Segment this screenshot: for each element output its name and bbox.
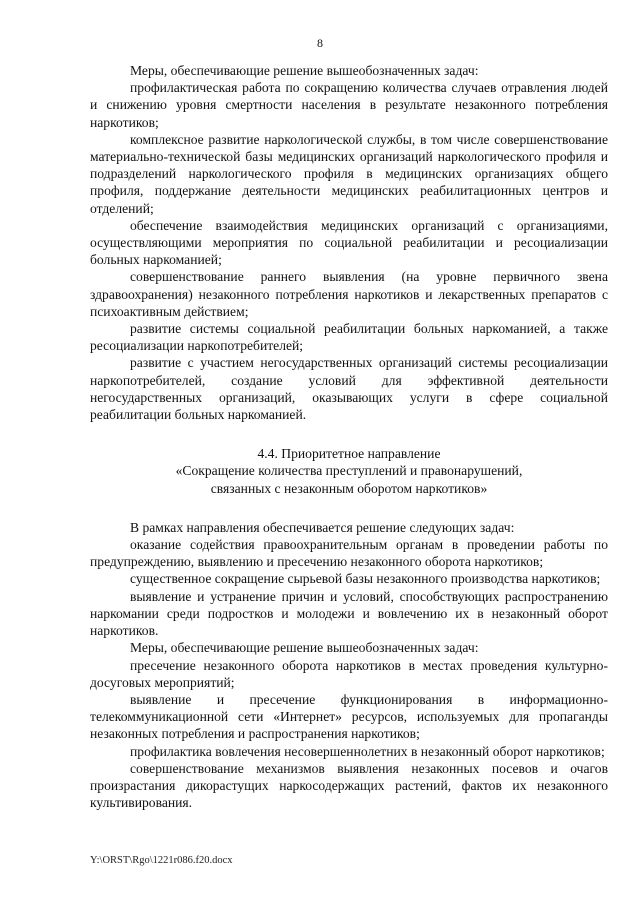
section-heading-title-line1: «Сокращение количества преступлений и правонарушений, [175,463,523,479]
paragraph: профилактическая работа по сокращению количества случаев отравления людей и снижению уровня смертности населения в результате незаконного потребления наркотиков; [90,80,608,130]
section-heading [90,445,608,497]
paragraph: Меры, обеспечивающие решение вышеобозначенных задач: [130,640,479,656]
section-heading-number: 4.4. Приоритетное направление [257,446,441,462]
paragraph: совершенствование раннего выявления (на уровне первичного звена здравоохранения) незаконного потребления наркотиков и лекарственных препаратов с психоактивным действием; [90,269,608,319]
paragraph: развитие системы социальной реабилитации больных наркоманией, а также ресоциализации наркопотребителей; [90,321,608,354]
document-body [90,62,608,811]
file-path-footer: Y:\ORST\Rgo\1221r086.f20.docx [90,855,233,866]
paragraph: выявление и устранение причин и условий, способствующих распространению наркомании среди подростков и молодежи и вовлечению их в незаконный оборот наркотиков. [90,588,608,639]
paragraph: комплексное развитие наркологической службы, в том числе совершенствование материально-технической базы медицинских организаций наркологического профиля и подразделений наркологического профиля в медицинских организациях общего профиля, поддержание деятельности медицинских реабилитационных центров и отделений; [90,131,608,216]
section-heading-title-line2: связанных с незаконным оборотом наркотиков» [210,480,488,496]
paragraph: профилактика вовлечения несовершеннолетних в незаконный оборот наркотиков; [130,743,605,759]
paragraph: оказание содействия правоохранительным органам в проведении работы по предупреждению, выявлению и пресечению незаконного оборота наркотиков; [90,537,608,570]
paragraph: пресечение незаконного оборота наркотиков в местах проведения культурно-досуговых мероприятий; [90,657,608,690]
paragraph: совершенствование механизмов выявления незаконных посевов и очагов произрастания дикорастущих наркосодержащих растений, фактов их незаконного культивирования. [90,760,608,811]
paragraph: Меры, обеспечивающие решение вышеобозначенных задач: [130,63,479,78]
paragraph: обеспечение взаимодействия медицинских организаций с организациями, осуществляющими мероприятия по социальной реабилитации и ресоциализации больных наркоманией; [90,217,608,268]
paragraph: выявление и пресечение функционирования в информационно-телекоммуникационной сети «Интернет» ресурсов, используемых для пропаганды незаконных потребления и распространения наркотиков; [90,691,608,742]
paragraph: В рамках направления обеспечивается решение следующих задач: [130,519,515,535]
paragraph: развитие с участием негосударственных организаций системы ресоциализации наркопотребителей, создание условий для эффективной деятельности негосударственных организаций, оказывающих услуги в сфере социальной реабилитации больных наркоманией. [90,355,608,423]
paragraph: существенное сокращение сырьевой базы незаконного производства наркотиков; [130,571,601,587]
page-number: 8 [317,36,323,50]
